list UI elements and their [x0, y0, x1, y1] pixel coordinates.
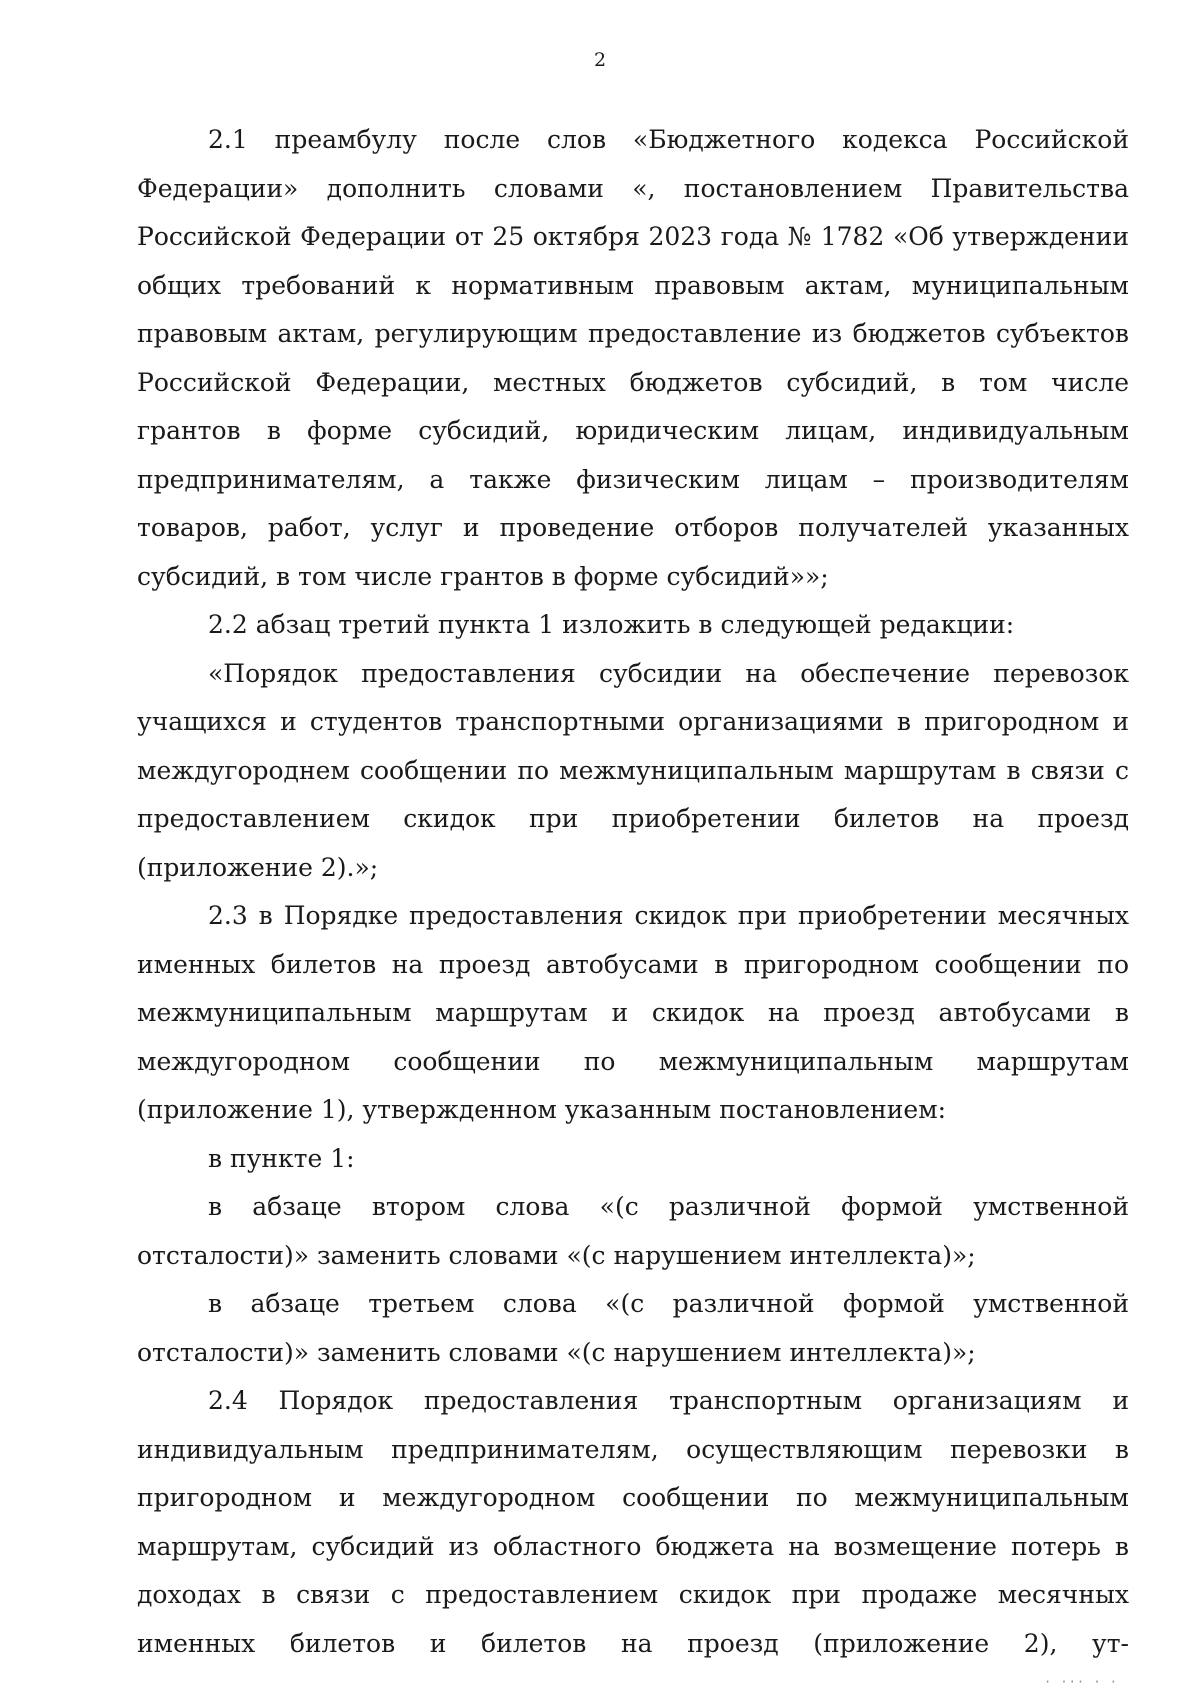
page-number: 2: [593, 49, 607, 71]
paragraph-2-1: 2.1 преамбулу после слов «Бюджетного кодекса Российской Федерации» дополнить словами «, постановлением Правительства Российской Федерации от 25 октября 2023 года № 1782 «Об утверждении общих требований к нормативным правовым актам, муниципальным правовым актам, регулирующим предоставление из бюджетов субъектов Российской Федерации, местных бюджетов субсидий, в том числе грантов в форме субсидий, юридическим лицам, индивидуальным предпринимателям, а также физическим лицам – производителям товаров, работ, услуг и проведение отборов получателей указанных субсидий, в том числе грантов в форме субсидий»»;: [137, 125, 1129, 591]
paragraph-third-subparagraph: в абзаце третьем слова «(с различной формой умственной отсталости)» заменить словами «(с нарушением интеллекта)»;: [137, 1289, 1129, 1367]
paragraph-quoted-order-title: «Порядок предоставления субсидии на обеспечение перевозок учащихся и студентов транспортными организациями в пригородном и междугороднем сообщении по межмуниципальным маршрутам в связи с предоставлением скидок при приобретении билетов на проезд (приложение 2).»;: [137, 658, 1129, 882]
document-body: [137, 116, 1129, 1668]
scan-speck-mark: · ··· · ·: [1043, 1675, 1118, 1689]
paragraph-2-2: 2.2 абзац третий пункта 1 изложить в следующей редакции:: [208, 610, 1015, 639]
paragraph-2-4: 2.4 Порядок предоставления транспортным организациям и индивидуальным предпринимателям, осуществляющим перевозки в пригородном и междугородном сообщении по межмуниципальным маршрутам, субсидий из областного бюджета на возмещение потерь в доходах в связи с предоставлением скидок при продаже месячных именных билетов и билетов на проезд (приложение 2), ут-: [137, 1386, 1129, 1658]
paragraph-second-subparagraph: в абзаце втором слова «(с различной формой умственной отсталости)» заменить словами «(с нарушением интеллекта)»;: [137, 1192, 1129, 1270]
paragraph-2-3: 2.3 в Порядке предоставления скидок при приобретении месячных именных билетов на проезд автобусами в пригородном сообщении по межмуниципальным маршрутам и скидок на проезд автобусами в междугородном сообщении по межмуниципальным маршрутам (приложение 1), утвержденном указанным постановлением:: [137, 901, 1129, 1124]
paragraph-in-clause-1: в пункте 1:: [208, 1143, 355, 1173]
